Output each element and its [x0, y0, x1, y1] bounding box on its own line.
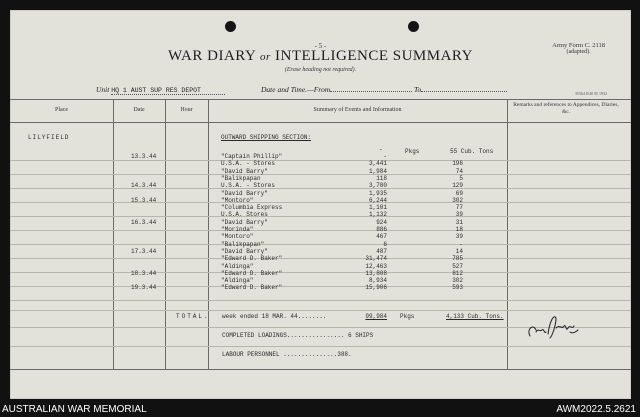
- row-date: 17.3.44: [131, 247, 157, 255]
- diary-sheet: [10, 10, 631, 399]
- col-divider-date: [165, 99, 166, 369]
- form-number-text: Army Form C. 2118: [552, 42, 605, 49]
- punch-hole-left: [225, 21, 236, 32]
- row-pkgs: 1,101: [368, 204, 387, 212]
- row-tons: 77: [455, 204, 463, 212]
- row-pkgs: -: [383, 153, 387, 160]
- row-tons: 31: [455, 218, 463, 226]
- row-ship: "David Barry": [221, 189, 268, 197]
- footer-bar: [0, 403, 640, 417]
- printer-mark: 35564 8/40 95 1932: [574, 91, 607, 96]
- form-title: [10, 48, 631, 65]
- row-ship: "David Barry": [221, 218, 268, 226]
- ruled-line: [10, 230, 631, 231]
- row-ship: "Edward D. Baker": [221, 255, 283, 263]
- row-ship: "Captain Phillip": [221, 153, 283, 160]
- row-date: 15.3.44: [131, 196, 157, 204]
- labour-personnel: LABOUR PERSONNEL ...............388.: [222, 351, 352, 358]
- col-header-summary: Summary of Events and Information: [313, 107, 402, 113]
- punch-hole-right: [408, 21, 419, 32]
- row-tons: 69: [455, 189, 463, 197]
- row-pkgs: 1,935: [368, 189, 387, 197]
- unit-label: Unit: [96, 85, 110, 94]
- pkgs-header-dash: -: [379, 146, 383, 153]
- row-date: 19.3.44: [131, 284, 157, 292]
- col-header-place: Place: [55, 107, 68, 113]
- row-ship: "Montoro": [221, 233, 254, 241]
- row-pkgs: 924: [376, 218, 387, 226]
- ruled-line: [10, 216, 631, 217]
- title-intelligence-summary: INTELLIGENCE SUMMARY: [275, 48, 473, 64]
- col-header-remarks: Remarks and references to Appendices, Diaries, &c.: [513, 102, 619, 115]
- col-header-date: Date: [133, 107, 145, 113]
- row-pkgs: 8,934: [368, 277, 387, 285]
- row-tons: 129: [452, 182, 463, 190]
- unit-line: [96, 85, 225, 94]
- ruled-line: [10, 188, 631, 189]
- row-date: 16.3.44: [131, 218, 157, 226]
- header-bottom-border: [10, 122, 631, 123]
- row-pkgs: 487: [376, 247, 387, 255]
- row-ship: "David Barry": [221, 167, 268, 175]
- row-pkgs: 467: [376, 233, 387, 241]
- row-pkgs: 3,780: [368, 182, 387, 190]
- row-tons: 39: [455, 211, 463, 219]
- pkgs-column-header: Pkgs: [405, 148, 420, 155]
- row-tons: 14: [455, 247, 463, 255]
- row-date: 18.3.44: [131, 269, 157, 277]
- footer-institution: AUSTRALIAN WAR MEMORIAL: [2, 404, 147, 415]
- row-tons: 18: [455, 226, 463, 233]
- ruled-line: [10, 160, 631, 161]
- row-ship: U.S.A. - Stores: [221, 160, 276, 168]
- row-date: 14.3.44: [131, 182, 157, 190]
- total-pkgs-label: Pkgs: [400, 313, 415, 320]
- form-adapted: (adapted).: [566, 49, 591, 55]
- row-tons: -: [459, 240, 463, 248]
- to-label: To: [413, 85, 422, 94]
- unit-value: HQ 1 AUST SUP RES DEPOT: [111, 87, 225, 95]
- row-ship: "Balikpapan": [221, 240, 265, 248]
- ruled-line: [10, 202, 631, 203]
- title-war-diary: WAR DIARY: [168, 48, 256, 64]
- col-divider-hour: [208, 99, 209, 369]
- row-pkgs: 3,441: [368, 160, 387, 168]
- title-or: or: [260, 51, 271, 63]
- ruled-line: [10, 286, 631, 287]
- row-tons: 5: [459, 174, 463, 182]
- col-divider-summary: [507, 99, 508, 369]
- row-tons: 785: [452, 255, 463, 263]
- row-pkgs: 1,984: [368, 167, 387, 175]
- tons-column-header: 55 Cub. Tons: [450, 148, 494, 155]
- footer-accession-number: AWM2022.5.2621: [556, 404, 636, 415]
- row-date: 13.3.44: [131, 153, 157, 160]
- row-pkgs: 15,906: [365, 284, 387, 292]
- row-tons: 527: [452, 262, 463, 270]
- page-number: - 5 -: [314, 42, 327, 50]
- ruled-line: [10, 300, 631, 301]
- row-tons: 74: [455, 167, 463, 175]
- table-top-border: [10, 99, 631, 100]
- row-pkgs: 6,244: [368, 196, 387, 204]
- row-tons: 196: [452, 160, 463, 168]
- row-pkgs: 886: [376, 226, 387, 233]
- total-label: TOTAL.: [176, 313, 210, 320]
- row-ship: "Morinda": [221, 226, 254, 233]
- place-cell: LILYFIELD: [28, 134, 70, 141]
- army-form-number: [552, 42, 605, 55]
- from-label: From: [313, 85, 331, 94]
- row-ship: U.S.A. - Stores: [221, 182, 276, 190]
- date-time-line: Date and Time.—From To: [261, 85, 507, 94]
- row-ship: "Edward D. Baker": [221, 284, 283, 292]
- row-pkgs: 13,808: [365, 269, 387, 277]
- total-pkgs: 99,984: [365, 313, 387, 320]
- row-ship: "Edward D. Baker": [221, 269, 283, 277]
- row-tons: 39: [455, 233, 463, 241]
- ruled-line: [10, 272, 631, 273]
- row-pkgs: 1,132: [368, 211, 387, 219]
- row-tons: 593: [452, 284, 463, 292]
- ruled-line: [10, 346, 631, 347]
- section-heading: OUTWARD SHIPPING SECTION:: [221, 134, 312, 141]
- row-ship: "Columbia Express: [221, 204, 283, 212]
- col-header-hour: Hour: [180, 107, 193, 113]
- date-label: Date and Time.: [261, 85, 308, 94]
- row-ship: "David Barry": [221, 247, 268, 255]
- row-ship: "Aldinga": [221, 277, 254, 285]
- signature: [526, 310, 584, 346]
- table-bottom-border: [10, 369, 631, 370]
- row-ship: "Montoro": [221, 196, 254, 204]
- row-ship: "Balikpapan: [221, 174, 261, 182]
- form-subtitle: (Erase heading not required).: [284, 67, 357, 73]
- row-tons: 302: [452, 196, 463, 204]
- ruled-line: [10, 174, 631, 175]
- row-pkgs: 6: [383, 240, 387, 248]
- row-ship: U.S.A. Stores: [221, 211, 268, 219]
- completed-loadings: COMPLETED LOADINGS................ 6 SHIPS: [222, 332, 374, 339]
- row-tons: 812: [452, 269, 463, 277]
- row-tons: 302: [452, 277, 463, 285]
- row-pkgs: 31,474: [365, 255, 387, 263]
- col-divider-place: [113, 99, 114, 369]
- row-pkgs: 118: [376, 174, 387, 182]
- row-ship: "Aldinga": [221, 262, 254, 270]
- ruled-line: [10, 258, 631, 259]
- total-tons: 4,133 Cub. Tons.: [446, 313, 504, 320]
- ruled-line: [10, 244, 631, 245]
- total-period: week ended 18 MAR. 44........: [222, 313, 327, 320]
- row-pkgs: 12,463: [365, 262, 387, 270]
